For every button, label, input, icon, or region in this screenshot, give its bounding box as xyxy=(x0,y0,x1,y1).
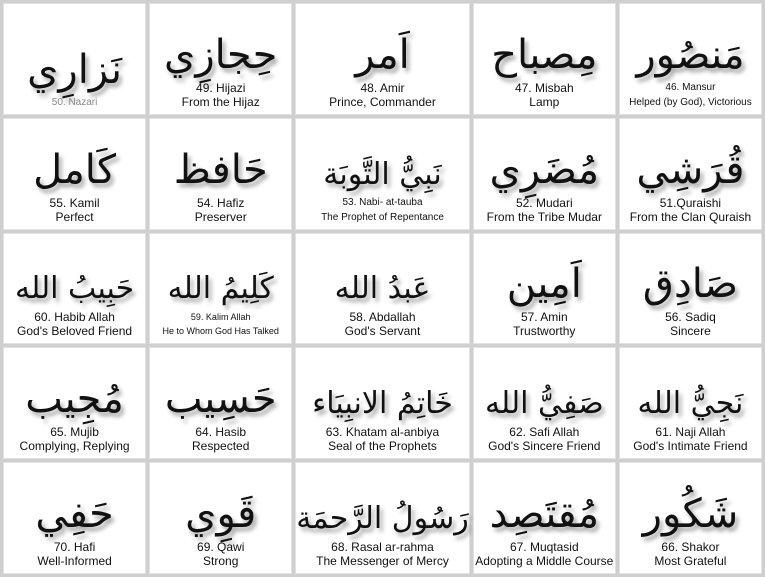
name-card-hasib xyxy=(149,347,292,459)
name-card-shakor xyxy=(619,462,762,574)
arabic-calligraphy: نَجِيُّ الله xyxy=(637,386,744,422)
name-card-naji-allah xyxy=(619,347,762,459)
name-card-kalim-allah xyxy=(149,233,292,345)
arabic-calligraphy: نَبِيُّ التَّوبَة xyxy=(323,156,442,192)
arabic-calligraphy: قَوِي xyxy=(185,491,257,537)
name-label: 68. Rasal ar-rahma xyxy=(331,540,434,554)
meaning-label: From the Hijaz xyxy=(181,94,260,109)
name-label: 46. Mansur xyxy=(665,81,716,93)
name-label: 47. Misbah xyxy=(514,80,574,95)
name-card-nabi-at-tauba xyxy=(295,118,469,230)
name-label: 53. Nabi- at-tauba xyxy=(342,196,423,208)
meaning-label: Sincere xyxy=(670,324,711,339)
meaning-label: God's Sincere Friend xyxy=(488,439,601,454)
meaning-label: Preserver xyxy=(194,209,247,224)
name-card-khatam-al-anbiya xyxy=(295,347,469,459)
arabic-calligraphy: عَبدُ الله xyxy=(334,271,431,307)
name-card-sadiq xyxy=(619,233,762,345)
arabic-calligraphy: حِجازِي xyxy=(164,31,278,78)
name-label: 67. Muqtasid xyxy=(509,540,579,554)
name-label: 70. Hafi xyxy=(53,540,96,554)
name-card-kamil xyxy=(3,118,146,230)
meaning-label: God's Intimate Friend xyxy=(633,439,748,454)
meaning-label: Adopting a Middle Course xyxy=(475,554,614,568)
name-label: 56. Sadiq xyxy=(665,310,716,325)
meaning-label: The Prophet of Repentance xyxy=(321,211,444,223)
name-label: 55. Kamil xyxy=(49,195,100,210)
name-card-safi-allah xyxy=(473,347,616,459)
arabic-calligraphy: حَافظ xyxy=(173,146,268,193)
meaning-label: Strong xyxy=(203,554,239,568)
name-label: 51.Quraishi xyxy=(659,195,722,210)
arabic-calligraphy: صَادِق xyxy=(642,261,738,308)
arabic-calligraphy: شَكُور xyxy=(642,491,739,537)
arabic-calligraphy: اَمِين xyxy=(506,261,582,308)
name-card-muqtasid xyxy=(473,462,616,574)
meaning-label: Complying, Replying xyxy=(19,439,130,454)
name-label: 63. Khatam al-anbiya xyxy=(325,425,440,440)
name-card-mansur xyxy=(619,3,762,115)
name-card-habib-allah xyxy=(3,233,146,345)
arabic-calligraphy: نَزارِي xyxy=(27,46,123,93)
name-card-amin xyxy=(473,233,616,345)
name-card-hijazi xyxy=(149,3,292,115)
name-card-rasal-ar-rahma xyxy=(295,462,469,574)
arabic-calligraphy: اَمر xyxy=(355,31,410,78)
meaning-label: The Messenger of Mercy xyxy=(316,554,449,568)
name-label: 59. Kalim Allah xyxy=(190,312,251,323)
meaning-label: Lamp xyxy=(529,94,560,109)
name-card-amir xyxy=(295,3,469,115)
name-label: 65. Mujib xyxy=(50,425,99,440)
name-label: 48. Amir xyxy=(360,80,405,95)
name-card-nazari xyxy=(3,3,146,115)
name-card-misbah xyxy=(473,3,616,115)
meaning-label: Perfect xyxy=(55,209,94,224)
name-label: 50. Nazari xyxy=(51,96,98,108)
meaning-label: Prince, Commander xyxy=(329,94,436,109)
arabic-calligraphy: مُقتَصِد xyxy=(489,491,599,537)
arabic-calligraphy: حَفِي xyxy=(35,491,114,537)
name-label: 49. Hijazi xyxy=(196,80,246,95)
name-label: 62. Safi Allah xyxy=(509,425,580,440)
arabic-calligraphy: كَلِيمُ الله xyxy=(167,271,274,307)
meaning-label: Most Grateful xyxy=(654,554,727,568)
name-card-hafiz xyxy=(149,118,292,230)
name-label: 61. Naji Allah xyxy=(655,425,726,440)
meaning-label: From the Tribe Mudar xyxy=(486,209,602,224)
meaning-label: Well-Informed xyxy=(37,554,112,568)
meaning-label: Trustworthy xyxy=(513,324,576,339)
name-label: 58. Abdallah xyxy=(349,310,416,325)
name-label: 52. Mudari xyxy=(515,195,573,210)
name-card-qawi xyxy=(149,462,292,574)
arabic-calligraphy: مُضَرِي xyxy=(489,146,600,193)
name-card-mujib xyxy=(3,347,146,459)
meaning-label: Respected xyxy=(192,439,250,454)
meaning-label: Helped (by God), Victorious xyxy=(629,96,752,108)
arabic-calligraphy: مُجِيب xyxy=(25,376,124,423)
name-label: 60. Habib Allah xyxy=(34,310,115,325)
name-label: 64. Hasib xyxy=(195,425,247,440)
name-label: 66. Shakor xyxy=(661,540,720,554)
arabic-calligraphy: كَامل xyxy=(33,146,117,193)
meaning-label: Seal of the Prophets xyxy=(328,439,437,454)
name-label: 69. Qawi xyxy=(197,540,245,554)
arabic-calligraphy: مِصباح xyxy=(491,31,598,78)
arabic-calligraphy: حَسِيب xyxy=(164,376,277,423)
arabic-calligraphy: رَسُولُ الرَّحمَة xyxy=(296,501,469,536)
meaning-label: God's Servant xyxy=(344,324,421,339)
name-card-abdallah xyxy=(295,233,469,345)
arabic-calligraphy: حَبِيبُ الله xyxy=(14,271,135,307)
meaning-label: God's Beloved Friend xyxy=(17,324,133,339)
name-label: 57. Amin xyxy=(520,310,568,325)
arabic-calligraphy: خَاتِمُ الانبِيَاء xyxy=(312,386,453,422)
name-card-mudari xyxy=(473,118,616,230)
name-label: 54. Hafiz xyxy=(197,195,245,210)
arabic-calligraphy: قُرَشِي xyxy=(636,146,745,193)
name-card-quraishi xyxy=(619,118,762,230)
arabic-calligraphy: مَنصُور xyxy=(636,31,745,78)
meaning-label: He to Whom God Has Talked xyxy=(162,326,279,337)
meaning-label: From the Clan Quraish xyxy=(629,209,752,224)
name-card-hafi xyxy=(3,462,146,574)
arabic-calligraphy: صَفِيُّ الله xyxy=(484,386,604,422)
